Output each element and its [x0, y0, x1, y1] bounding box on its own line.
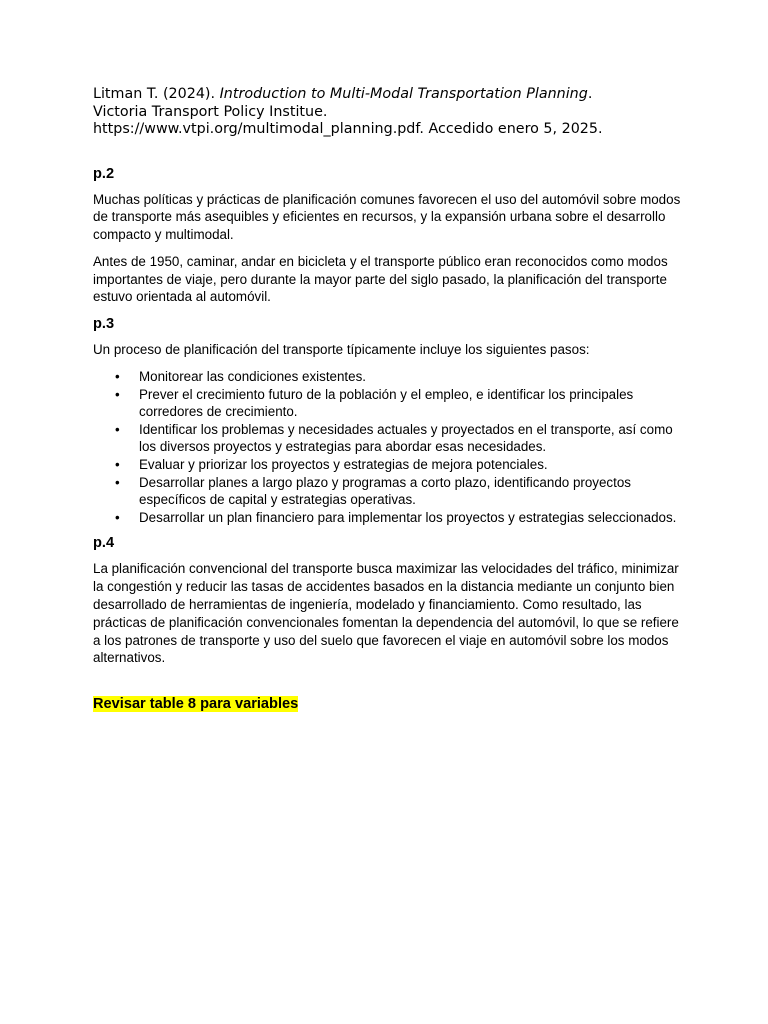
list-item-text: Evaluar y priorizar los proyectos y estrategias de mejora potenciales.	[139, 457, 548, 473]
citation	[93, 86, 683, 139]
list-item	[93, 474, 683, 509]
bullet-icon: •	[115, 474, 120, 490]
citation-period: .	[587, 86, 593, 102]
list-item	[93, 456, 683, 474]
bullet-icon: •	[115, 386, 120, 402]
document-page	[93, 86, 683, 713]
citation-url-accessed: https://www.vtpi.org/multimodal_planning.pdf. Accedido enero 5, 2025.	[93, 121, 603, 137]
bullet-icon: •	[115, 457, 120, 473]
list-item-text: Identificar los problemas y necesidades actuales y proyectados en el transporte, así como los diversos proyectos y estrategias para abordar esas necesidades.	[139, 421, 673, 455]
citation-title: Introduction to Multi-Modal Transportation Planning	[219, 86, 588, 102]
list-item-text: Desarrollar planes a largo plazo y programas a corto plazo, identificando proyectos específicos de capital y estrategias operativas.	[139, 474, 631, 508]
list-item	[93, 368, 683, 386]
section-heading-p4: p.4	[93, 535, 115, 552]
list-item	[93, 386, 683, 421]
paragraph-p4: La planificación convencional del transporte busca maximizar las velocidades del tráfico, minimizar la congestión y reducir las tasas de accidentes basados en la distancia mediante un conjunto bien desarrollado de herramientas de ingeniería, modelado y financiamiento. Como resultado, las prácticas de planificación convencionales fomentan la dependencia del automóvil, lo que se refiere a los patrones de transporte y uso del suelo que favorecen el viaje en automóvil sobre los modos alternativos.	[93, 561, 679, 666]
list-item	[93, 509, 683, 527]
list-item-text: Prever el crecimiento futuro de la población y el empleo, e identificar los principales corredores de crecimiento.	[139, 386, 634, 420]
citation-author-year: Litman T. (2024).	[93, 86, 220, 102]
bullet-icon: •	[115, 369, 120, 385]
section-heading-p2: p.2	[93, 165, 115, 182]
paragraph-p2-2: Antes de 1950, caminar, andar en bicicleta y el transporte público eran reconocidos como modos importantes de viaje, pero durante la mayor parte del siglo pasado, la planificación del transporte estuvo orientada al automóvil.	[93, 253, 668, 305]
list-item-text: Desarrollar un plan financiero para implementar los proyectos y estrategias seleccionados.	[139, 509, 677, 525]
paragraph-p3-intro: Un proceso de planificación del transporte típicamente incluye los siguientes pasos:	[93, 342, 590, 358]
section-heading-p3: p.3	[93, 316, 115, 333]
citation-publisher: Victoria Transport Policy Institue.	[93, 103, 328, 120]
bullet-icon: •	[115, 509, 120, 525]
list-item-text: Monitorear las condiciones existentes.	[139, 369, 367, 385]
list-item	[93, 421, 683, 456]
steps-list	[93, 368, 683, 526]
highlighted-note: Revisar table 8 para variables	[93, 696, 299, 713]
citation-line-1	[93, 86, 683, 104]
note-block	[93, 695, 683, 713]
bullet-icon: •	[115, 421, 120, 437]
paragraph-p2-1: Muchas políticas y prácticas de planificación comunes favorecen el uso del automóvil sobre modos de transporte más asequibles y eficientes en recursos, y la expansión urbana sobre el desarrollo compacto y multimodal.	[93, 191, 681, 243]
